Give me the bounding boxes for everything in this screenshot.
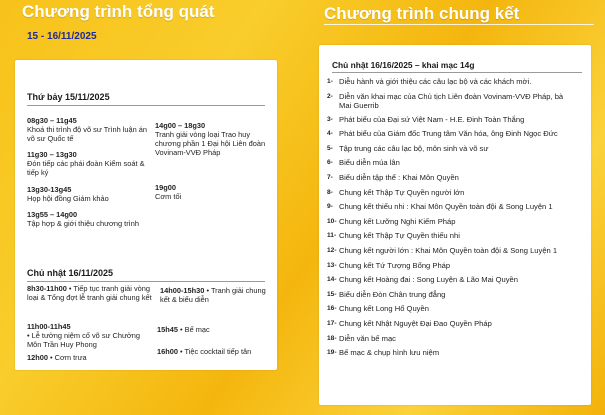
list-item xyxy=(327,246,589,261)
final-program-list xyxy=(327,77,589,363)
list-item xyxy=(327,173,589,188)
schedule-desc: Tranh giải vòng loại Trao huy chương phần 1 Đại hội Liên đoàn Vovinam-VVĐ Pháp xyxy=(155,130,266,157)
schedule-time: 08g30 – 11g45 xyxy=(27,116,77,125)
day2-heading: Chủ nhật 16/11/2025 xyxy=(27,268,114,278)
list-item xyxy=(327,202,589,217)
list-item xyxy=(327,319,589,334)
item-text: Chung kết Hoàng đai : Song Luyện & Lão Mai Quyền xyxy=(339,275,518,285)
schedule-block xyxy=(160,286,272,304)
list-item xyxy=(327,92,589,115)
day2-divider xyxy=(27,281,265,282)
item-text: Chung kết Thập Tự Quyền thiếu nhi xyxy=(339,231,460,241)
schedule-block xyxy=(27,116,147,143)
item-number: 15- xyxy=(327,290,337,298)
item-text: Chung kết người lớn : Khai Môn Quyền toàn đội & Song Luyện 1 xyxy=(339,245,558,255)
schedule-desc: • Cơm trưa xyxy=(50,353,87,362)
item-number: 10- xyxy=(327,217,337,225)
schedule-desc: Đón tiếp các phái đoàn Kiểm soát & tiếp ký xyxy=(27,159,145,177)
item-number: 6- xyxy=(327,159,333,167)
item-number: 8- xyxy=(327,188,333,196)
item-number: 18- xyxy=(327,334,337,342)
final-panel xyxy=(319,45,591,405)
list-item xyxy=(327,158,589,173)
schedule-block xyxy=(27,185,147,203)
schedule-time: 12h00 xyxy=(27,353,48,362)
list-item xyxy=(327,290,589,305)
schedule-desc: • Lễ tưởng niệm cố võ sư Chưởng Môn Trần Huy Phong xyxy=(27,331,140,349)
item-text: Chung kết Thập Tự Quyền người lớn xyxy=(339,187,465,197)
item-number: 17- xyxy=(327,319,337,327)
list-item xyxy=(327,304,589,319)
list-item xyxy=(327,188,589,203)
schedule-time: 14h00-15h30 xyxy=(160,286,205,295)
schedule-desc: Khoá thi trình độ võ sư Trình luận án võ sư Quốc tế xyxy=(27,125,147,143)
schedule-block xyxy=(155,183,273,201)
item-number: 13- xyxy=(327,261,337,269)
item-text: Diễu hành và giới thiệu các câu lạc bộ và các khách mời. xyxy=(339,77,532,86)
item-text: Phát biểu của Giám đốc Trung tâm Văn hóa, ông Đinh Ngọc Đức xyxy=(339,129,558,139)
day1-divider xyxy=(27,105,265,106)
overview-panel xyxy=(15,60,277,370)
schedule-block xyxy=(157,325,271,334)
item-text: Diễn văn khai mạc của Chủ tịch Liên đoàn Vovinam-VVĐ Pháp, bà Mai Guerrib xyxy=(339,91,564,110)
list-item xyxy=(327,348,589,363)
item-number: 5- xyxy=(327,144,333,152)
item-text: Biểu diễn Đòn Chân trung đẳng xyxy=(339,289,446,299)
schedule-desc: • Bế mạc xyxy=(180,325,210,334)
schedule-desc: Tập hợp & giới thiệu chương trình xyxy=(27,219,139,228)
item-number: 4- xyxy=(327,130,333,138)
schedule-time: 16h00 xyxy=(157,347,178,356)
overview-dates: 15 - 16/11/2025 xyxy=(27,31,97,42)
overview-title: Chương trình tổng quát xyxy=(22,2,215,21)
item-number: 1- xyxy=(327,78,333,85)
schedule-time: 11g30 – 13g30 xyxy=(27,150,77,159)
schedule-block xyxy=(27,284,152,302)
schedule-time: 13g55 – 14g00 xyxy=(27,210,78,219)
schedule-time: 19g00 xyxy=(155,183,176,192)
schedule-desc: Họp hội đồng Giám khảo xyxy=(27,194,109,203)
schedule-block xyxy=(157,347,271,356)
item-number: 7- xyxy=(327,173,333,181)
item-text: Diễn văn bế mạc xyxy=(339,333,396,343)
final-title-underline xyxy=(324,24,594,25)
schedule-time: 8h30-11h00 xyxy=(27,284,67,293)
schedule-block xyxy=(27,150,147,177)
list-item xyxy=(327,115,589,130)
item-text: Chung kết Nhật Nguyệt Đại Đao Quyền Pháp xyxy=(339,318,492,328)
list-item xyxy=(327,129,589,144)
item-number: 2- xyxy=(327,92,333,100)
schedule-desc: • Tiệc cocktail tiếp tân xyxy=(180,347,252,356)
item-text: Chung kết Tứ Tượng Bổng Pháp xyxy=(339,260,451,270)
schedule-time: 11h00-11h45 xyxy=(27,322,71,331)
schedule-block xyxy=(155,121,273,157)
list-item xyxy=(327,144,589,159)
schedule-time: 15h45 xyxy=(157,325,178,334)
item-number: 16- xyxy=(327,305,337,313)
item-text: Bế mạc & chụp hình lưu niệm xyxy=(339,348,440,358)
list-item xyxy=(327,275,589,290)
list-item xyxy=(327,217,589,232)
list-item xyxy=(327,77,589,92)
item-text: Tập trung các câu lạc bộ, môn sinh và võ sư xyxy=(339,143,489,153)
day1-heading: Thứ bảy 15/11/2025 xyxy=(27,92,110,102)
list-item xyxy=(327,334,589,349)
item-text: Biểu diễn tập thể : Khai Môn Quyền xyxy=(339,172,459,182)
list-item xyxy=(327,261,589,276)
schedule-block xyxy=(27,210,149,228)
item-number: 19- xyxy=(327,349,337,357)
item-text: Chung kết Lưỡng Nghi Kiếm Pháp xyxy=(339,216,456,226)
item-number: 11- xyxy=(327,232,337,240)
schedule-time: 13g30-13g45 xyxy=(27,185,72,194)
final-heading: Chủ nhật 16/16/2025 – khai mạc 14g xyxy=(332,60,475,70)
schedule-time: 14g00 – 18g30 xyxy=(155,121,206,130)
schedule-desc: • Tiếp tục tranh giải vòng loại & Tổng đợt lễ tranh giải chung kết xyxy=(27,284,152,302)
schedule-block xyxy=(27,322,152,349)
item-text: Chung kết thiếu nhi : Khai Môn Quyền toàn đội & Song Luyện 1 xyxy=(339,202,553,212)
final-divider xyxy=(332,72,582,73)
item-number: 14- xyxy=(327,276,337,284)
schedule-desc: • Tranh giải chung kết & biểu diễn xyxy=(160,286,266,304)
item-number: 3- xyxy=(327,115,333,123)
schedule-desc: Cơm tối xyxy=(155,192,182,201)
item-number: 9- xyxy=(327,203,333,211)
item-number: 12- xyxy=(327,246,337,254)
item-text: Chung kết Long Hổ Quyền xyxy=(339,304,429,314)
list-item xyxy=(327,231,589,246)
item-text: Biểu diễn múa lân xyxy=(339,158,400,168)
item-text: Phát biểu của Đại sứ Việt Nam - H.E. Đinh Toàn Thắng xyxy=(339,114,525,124)
schedule-block xyxy=(27,353,152,362)
final-title: Chương trình chung kết xyxy=(324,4,520,23)
